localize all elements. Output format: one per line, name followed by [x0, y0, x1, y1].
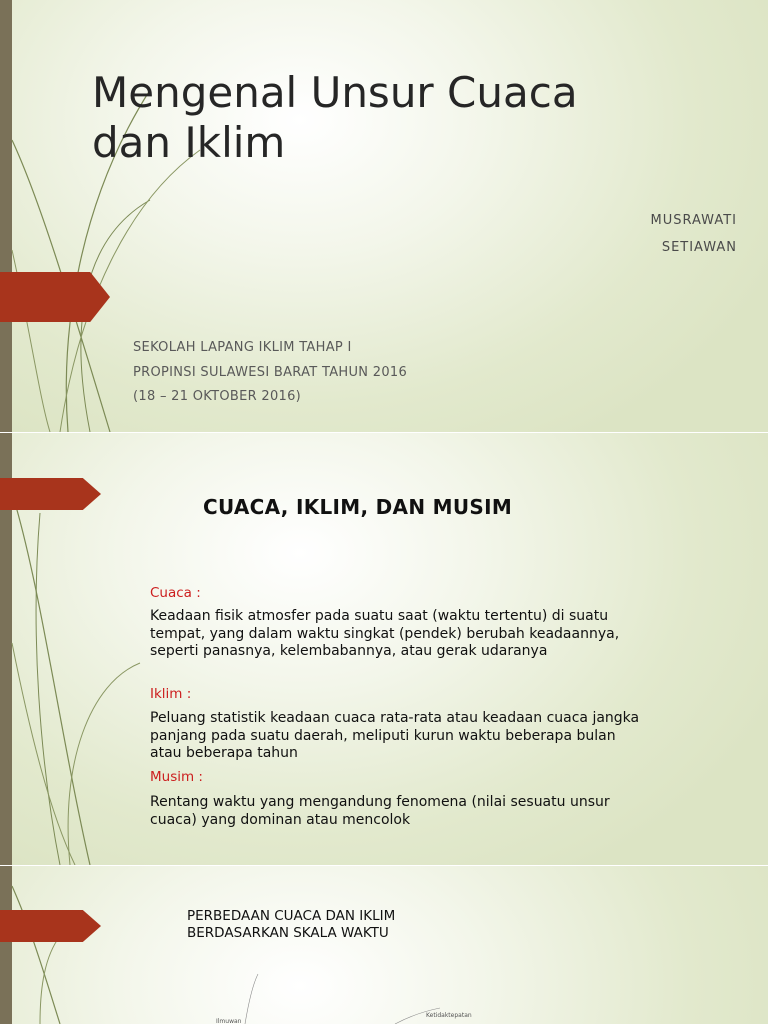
- section-title: CUACA, IKLIM, DAN MUSIM: [203, 495, 513, 519]
- subtitle-line-1: SEKOLAH LAPANG IKLIM TAHAP I: [133, 340, 352, 355]
- iklim-definition: Peluang statistik keadaan cuaca rata-rata atau keadaan cuaca jangka panjang pada suatu daerah, meliputi kurun waktu beberapa bulan atau beberapa tahun: [150, 710, 640, 761]
- title-line-1: PERBEDAAN CUACA DAN IKLIM: [187, 908, 396, 924]
- accent-arrow: [0, 272, 110, 322]
- slide-title: [0, 0, 768, 432]
- accent-arrow: [0, 478, 101, 510]
- cuaca-definition: Keadaan fisik atmosfer pada suatu saat (waktu tertentu) di suatu tempat, yang dalam waktu singkat (pendek) berubah keadaannya, seperti panasnya, kelembabannya, atau gerak udaranya: [150, 608, 620, 659]
- side-bar: [0, 866, 12, 1024]
- title-line-2: dan Iklim: [92, 118, 286, 167]
- musim-label: Musim :: [150, 769, 203, 785]
- author-last-name: SETIAWAN: [661, 240, 737, 255]
- decorative-curves: [0, 866, 768, 1024]
- title-line-1: Mengenal Unsur Cuaca: [92, 68, 578, 117]
- slide-definitions: [0, 433, 768, 865]
- side-bar: [0, 0, 12, 432]
- subtitle-line-3: (18 – 21 OKTOBER 2016): [133, 389, 302, 404]
- accent-arrow: [0, 910, 101, 942]
- iklim-label: Iklim :: [150, 686, 192, 702]
- presentation-title: [92, 68, 652, 168]
- section-title: [187, 908, 487, 942]
- title-line-2: BERDASARKAN SKALA WAKTU: [187, 925, 389, 941]
- cuaca-label: Cuaca :: [150, 585, 201, 601]
- author-first-name: MUSRAWATI: [650, 213, 737, 228]
- diagram-label-right: Ketidaktepatan: [426, 1012, 472, 1019]
- musim-definition: Rentang waktu yang mengandung fenomena (nilai sesuatu unsur cuaca) yang dominan atau mencolok: [150, 794, 610, 828]
- slide-time-scale: [0, 866, 768, 1024]
- diagram-label-left: Ilmuwan: [216, 1018, 242, 1024]
- subtitle-line-2: PROPINSI SULAWESI BARAT TAHUN 2016: [133, 365, 408, 380]
